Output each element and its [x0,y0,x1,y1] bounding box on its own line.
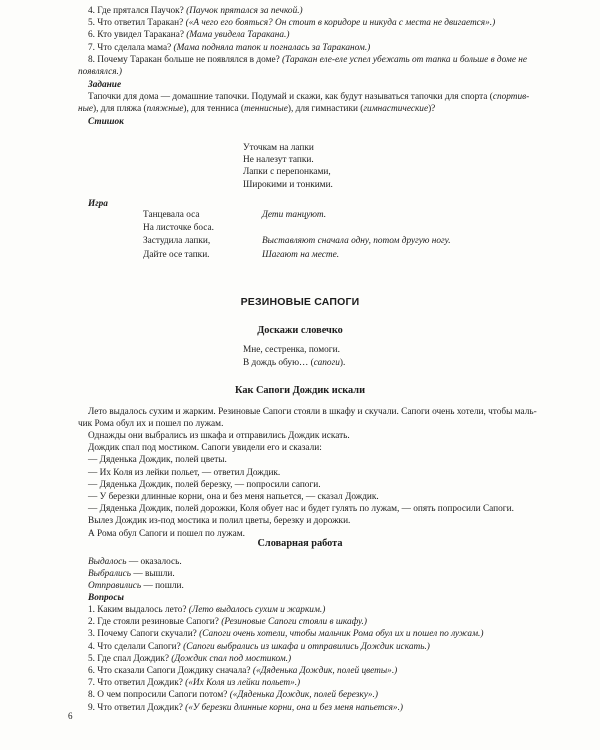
poem-line: Широкими и тонкими. [243,179,333,190]
story-line: Дождик спал под мостиком. Сапоги увидели его и сказали: [88,443,322,454]
story-line: — Дяденька Дождик, полей дорожки, Коля обует нас и будет гулять по лужам, — опять попросили Сапоги. [88,504,514,515]
poem-line: Не налезут тапки. [243,155,314,166]
vocab-item: Выдалось — оказалось. [88,557,182,567]
game-actions [262,209,451,262]
question-line [88,54,548,66]
answer-text: (Таракан еле-еле успел убежать от тапка и больше в доме не [282,54,528,65]
top-questions [88,5,548,66]
vocab-list [88,556,184,593]
game-action-line: Выставляют сначала одну, потом другую ногу. [262,236,451,247]
task-paragraph-line1: Тапочки для дома — домашние тапочки. Подумай и скажи, как будут называться тапочки для спорта (спортив- [88,92,530,102]
story-line: Лето выдалось сухим и жарким. Резиновые Сапоги стояли в шкафу и скучали. Сапоги очень хотели, чтобы маль- [88,407,537,417]
vocab-heading: Словарная работа [257,538,343,549]
game-action-line [262,222,451,235]
question-text: 5. Что ответил Таракан? [88,18,186,29]
answer-continuation: появлялся.) [78,67,122,77]
question-text: 4. Где прятался Паучок? [88,6,187,16]
answer-text: (Мама подняла тапок и погналась за Тараканом.) [173,42,371,53]
poem-line: Лапки с перепонками, [243,167,331,178]
story-line: Вылез Дождик из-под мостика и полил цветы, березку и дорожки. [88,516,351,527]
story-line: — Их Коля из лейки польет, — ответил Дождик. [88,467,281,478]
game-heading: Игра [88,199,108,209]
question-line: 9. Что ответил Дождик? («У березки длинные корни, она и без меня напьется».) [88,702,404,713]
game-action-line: Шагают на месте. [262,249,340,260]
question-line: 7. Что ответил Дождик? («Их Коля из лейки польет».) [88,678,301,689]
story-line: Однажды они выбрались из шкафа и отправились Дождик искать. [88,431,350,441]
poem-heading: Стишок [88,117,124,127]
story-line: — У березки длинные корни, она и без меня напьется, — сказал Дождик. [88,492,379,503]
answer-text: (Паучок прятался за печкой.) [186,6,303,16]
question-line: 1. Каким выдалось лето? (Лето выдалось сухим и жарким.) [88,605,326,615]
answer-text: («А чего его бояться? Он стоит в коридоре и никуда с места не двигается».) [185,18,496,29]
finish-word-line1: Мне, сестренка, помоги. [243,345,340,355]
poem [243,142,333,191]
page-number: 6 [68,711,73,721]
question-line: 6. Что сказали Сапоги Дождику сначала? («Дяденька Дождик, полей цветы».) [88,666,398,677]
question-line: 3. Почему Сапоги скучали? (Сапоги очень хотели, чтобы мальчик Рома обул их и пошел по лужам.) [88,629,484,640]
question-line [88,29,548,41]
story-line: — Дяденька Дождик, полей цветы. [88,455,227,466]
vocab-item: Отправились — пошли. [88,581,184,592]
finish-word-line2: В дождь обую… (сапоги). [243,358,346,368]
question-line: 4. Что сделали Сапоги? (Сапоги выбрались из шкафа и отправились Дождик искать.) [88,641,430,652]
vocab-item: Выбрались — вышли. [88,569,175,580]
section-title: РЕЗИНОВЫЕ САПОГИ [240,296,360,308]
game-verse-line: Застудила лапки, [143,236,211,247]
question-line: 5. Где спал Дождик? (Дождик спал под мостиком.) [88,653,292,664]
finish-word-heading: Доскажи словечко [257,325,343,336]
game-verse-line: Дайте осе тапки. [143,249,210,260]
question-line [88,17,548,29]
game-verse-line: Танцевала оса [143,210,200,220]
game-verses [143,209,214,262]
questions-heading: Вопросы [88,593,124,603]
answer-text: (Мама увидела Таракана.) [186,30,290,41]
question-text: 7. Что сделала мама? [88,42,174,53]
question-text: 6. Кто увидел Таракана? [88,30,187,41]
game-action-line: Дети танцуют. [262,210,327,220]
question-line: 2. Где стояли резиновые Сапоги? (Резиновые Сапоги стояли в шкафу.) [88,617,367,628]
story-line: чик Рома обул их и пошел по лужам. [78,419,224,429]
question-line [88,5,548,17]
task-paragraph-line2: ные), для пляжа (пляжные), для тенниса (теннисные), для гимнастики (гимнастические)? [78,104,436,114]
questions-list [88,604,483,714]
question-line [88,42,548,54]
story-line: А Рома обул Сапоги и пошел по лужам. [88,528,245,539]
task-heading: Задание [88,80,122,90]
question-text: 8. Почему Таракан больше не появлялся в доме? [88,54,283,65]
story-body [88,430,514,540]
story-heading: Как Сапоги Дождик искали [234,385,366,396]
story-line: — Дяденька Дождик, полей березку, — попросили сапоги. [88,479,321,490]
question-line: 8. О чем попросили Сапоги потом? («Дяденька Дождик, полей березку».) [88,690,378,701]
poem-line: Уточкам на лапки [243,143,314,153]
game-verse-line: На листочке боса. [143,223,214,234]
